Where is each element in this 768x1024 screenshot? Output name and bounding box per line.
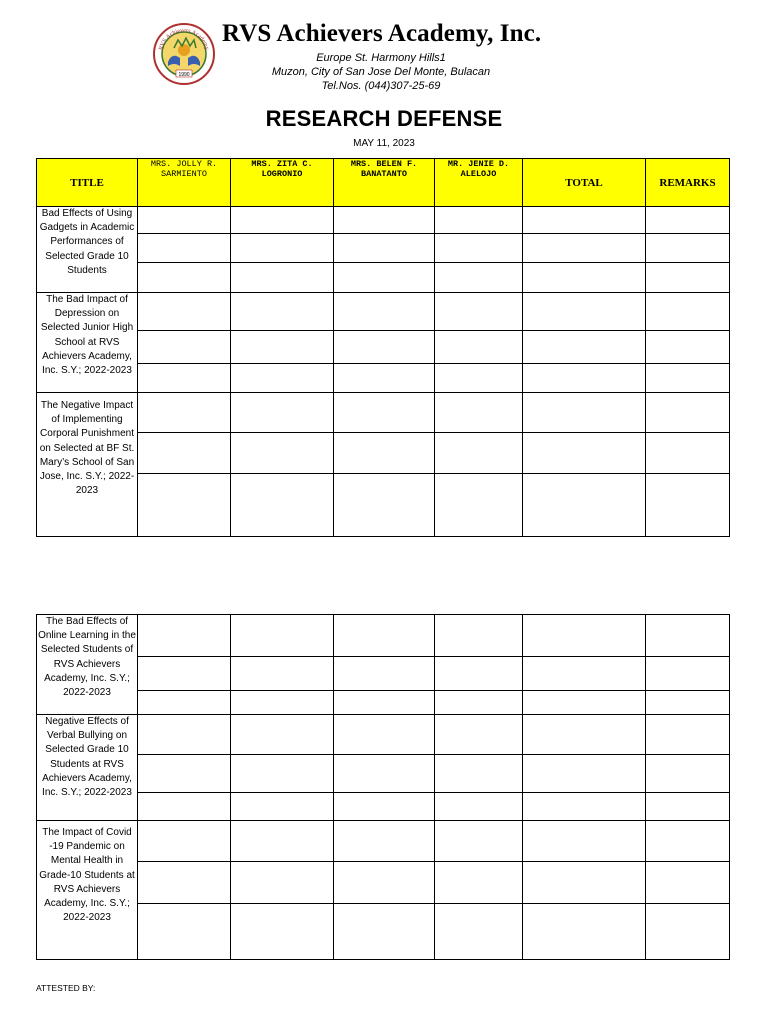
score-cell[interactable] xyxy=(138,821,231,862)
score-cell[interactable] xyxy=(231,364,334,393)
table-row xyxy=(37,331,730,364)
remarks-cell[interactable] xyxy=(646,393,730,433)
score-cell[interactable] xyxy=(435,904,523,960)
total-cell[interactable] xyxy=(523,393,646,433)
total-cell[interactable] xyxy=(523,293,646,331)
svg-text:1990: 1990 xyxy=(178,72,190,78)
total-cell[interactable] xyxy=(523,364,646,393)
remarks-cell[interactable] xyxy=(646,263,730,293)
document-date: MAY 11, 2023 xyxy=(353,138,415,149)
score-cell[interactable] xyxy=(435,793,523,821)
score-cell[interactable] xyxy=(138,474,231,537)
table-row xyxy=(37,821,730,862)
column-header-judge-1: MRS. JOLLY R. SARMIENTO xyxy=(138,159,231,207)
remarks-cell[interactable] xyxy=(646,615,730,657)
score-cell[interactable] xyxy=(334,755,435,793)
table-row xyxy=(37,263,730,293)
table-row xyxy=(37,293,730,331)
score-cell[interactable] xyxy=(138,433,231,474)
table-row xyxy=(37,207,730,234)
score-cell[interactable] xyxy=(138,234,231,263)
score-cell[interactable] xyxy=(138,793,231,821)
score-cell[interactable] xyxy=(231,821,334,862)
score-cell[interactable] xyxy=(435,207,523,234)
score-cell[interactable] xyxy=(231,474,334,537)
score-cell[interactable] xyxy=(435,821,523,862)
total-cell[interactable] xyxy=(523,331,646,364)
score-table-2 xyxy=(36,614,730,960)
remarks-cell[interactable] xyxy=(646,657,730,691)
score-cell[interactable] xyxy=(334,234,435,263)
column-header-judge-3: MRS. BELEN F. BANATANTO xyxy=(334,159,435,207)
score-cell[interactable] xyxy=(231,331,334,364)
score-cell[interactable] xyxy=(231,293,334,331)
score-cell[interactable] xyxy=(231,433,334,474)
column-header-judge-2: MRS. ZITA C. LOGRONIO xyxy=(231,159,334,207)
research-title-cell: The Impact of Covid -19 Pandemic on Mental Health in Grade-10 Students at RVS Achievers Academy, Inc. S.Y.; 2022-2023 xyxy=(37,821,138,960)
document-title: RESEARCH DEFENSE xyxy=(265,106,503,131)
address-line-1: Europe St. Harmony Hills1 xyxy=(316,52,446,64)
score-cell[interactable] xyxy=(334,657,435,691)
total-cell[interactable] xyxy=(523,793,646,821)
address-line-2: Muzon, City of San Jose Del Monte, Bulacan xyxy=(271,66,491,78)
score-cell[interactable] xyxy=(435,293,523,331)
score-cell[interactable] xyxy=(138,755,231,793)
remarks-cell[interactable] xyxy=(646,862,730,904)
score-cell[interactable] xyxy=(231,691,334,715)
attested-by-label: ATTESTED BY: xyxy=(36,983,96,993)
remarks-cell[interactable] xyxy=(646,293,730,331)
total-cell[interactable] xyxy=(523,657,646,691)
score-cell[interactable] xyxy=(435,331,523,364)
total-cell[interactable] xyxy=(523,263,646,293)
phone-number: Tel.Nos. (044)307-25-69 xyxy=(321,80,441,92)
score-cell[interactable] xyxy=(435,364,523,393)
score-cell[interactable] xyxy=(138,393,231,433)
remarks-cell[interactable] xyxy=(646,691,730,715)
score-cell[interactable] xyxy=(334,331,435,364)
total-cell[interactable] xyxy=(523,691,646,715)
score-cell[interactable] xyxy=(435,657,523,691)
score-cell[interactable] xyxy=(334,263,435,293)
column-header-remarks: REMARKS xyxy=(646,159,730,207)
research-title-cell: Bad Effects of Using Gadgets in Academic Performances of Selected Grade 10 Students xyxy=(37,207,138,293)
table-row xyxy=(37,715,730,755)
table-row xyxy=(37,904,730,960)
column-header-total: TOTAL xyxy=(523,159,646,207)
score-cell[interactable] xyxy=(231,615,334,657)
total-cell[interactable] xyxy=(523,904,646,960)
score-cell[interactable] xyxy=(138,862,231,904)
table-row xyxy=(37,474,730,537)
remarks-cell[interactable] xyxy=(646,715,730,755)
research-title-cell: The Bad Impact of Depression on Selected Junior High School at RVS Achievers Academy, Inc. S.Y.; 2022-2023 xyxy=(37,293,138,393)
score-cell[interactable] xyxy=(231,715,334,755)
score-cell[interactable] xyxy=(138,207,231,234)
svg-text:RVS Achievers Academy: RVS Achievers Academy xyxy=(158,27,210,51)
score-cell[interactable] xyxy=(138,331,231,364)
score-cell[interactable] xyxy=(334,293,435,331)
total-cell[interactable] xyxy=(523,207,646,234)
score-cell[interactable] xyxy=(435,263,523,293)
score-cell[interactable] xyxy=(231,793,334,821)
total-cell[interactable] xyxy=(523,615,646,657)
school-name: RVS Achievers Academy, Inc. xyxy=(222,20,542,47)
score-cell[interactable] xyxy=(231,263,334,293)
remarks-cell[interactable] xyxy=(646,821,730,862)
table-row xyxy=(37,657,730,691)
remarks-cell[interactable] xyxy=(646,364,730,393)
score-cell[interactable] xyxy=(334,715,435,755)
research-title-cell: Negative Effects of Verbal Bullying on Selected Grade 10 Students at RVS Achievers Academy, Inc. S.Y.; 2022-2023 xyxy=(37,715,138,821)
score-table-1 xyxy=(36,158,730,537)
table-row xyxy=(37,393,730,433)
score-cell[interactable] xyxy=(435,393,523,433)
score-cell[interactable] xyxy=(435,433,523,474)
remarks-cell[interactable] xyxy=(646,904,730,960)
remarks-cell[interactable] xyxy=(646,207,730,234)
score-cell[interactable] xyxy=(138,715,231,755)
score-cell[interactable] xyxy=(231,393,334,433)
score-cell[interactable] xyxy=(334,904,435,960)
score-cell[interactable] xyxy=(231,862,334,904)
table-row xyxy=(37,755,730,793)
table-row xyxy=(37,691,730,715)
score-cell[interactable] xyxy=(138,691,231,715)
score-cell[interactable] xyxy=(334,615,435,657)
table-row xyxy=(37,793,730,821)
score-cell[interactable] xyxy=(334,691,435,715)
remarks-cell[interactable] xyxy=(646,433,730,474)
remarks-cell[interactable] xyxy=(646,793,730,821)
column-header-judge-4: MR. JENIE D. ALELOJO xyxy=(435,159,523,207)
score-cell[interactable] xyxy=(435,234,523,263)
research-title-cell: The Negative Impact of Implementing Corporal Punishment on Selected at BF St. Mary’s School of San Jose, Inc. S.Y.; 2022-2023 xyxy=(37,393,138,537)
score-cell[interactable] xyxy=(334,862,435,904)
score-cell[interactable] xyxy=(435,615,523,657)
table-row xyxy=(37,234,730,263)
score-cell[interactable] xyxy=(334,393,435,433)
score-cell[interactable] xyxy=(334,433,435,474)
score-cell[interactable] xyxy=(435,755,523,793)
score-cell[interactable] xyxy=(138,657,231,691)
table-row xyxy=(37,364,730,393)
remarks-cell[interactable] xyxy=(646,474,730,537)
score-cell[interactable] xyxy=(231,755,334,793)
total-cell[interactable] xyxy=(523,474,646,537)
score-cell[interactable] xyxy=(231,207,334,234)
remarks-cell[interactable] xyxy=(646,755,730,793)
total-cell[interactable] xyxy=(523,234,646,263)
score-cell[interactable] xyxy=(231,904,334,960)
remarks-cell[interactable] xyxy=(646,234,730,263)
table-row xyxy=(37,615,730,657)
score-cell[interactable] xyxy=(435,691,523,715)
score-cell[interactable] xyxy=(435,715,523,755)
score-cell[interactable] xyxy=(334,207,435,234)
remarks-cell[interactable] xyxy=(646,331,730,364)
total-cell[interactable] xyxy=(523,821,646,862)
score-cell[interactable] xyxy=(138,364,231,393)
score-cell[interactable] xyxy=(435,474,523,537)
score-cell[interactable] xyxy=(435,862,523,904)
table-row xyxy=(37,862,730,904)
score-cell[interactable] xyxy=(138,293,231,331)
research-title-cell: The Bad Effects of Online Learning in the Selected Students of RVS Achievers Academy, Inc. S.Y.; 2022-2023 xyxy=(37,615,138,715)
total-cell[interactable] xyxy=(523,755,646,793)
score-cell[interactable] xyxy=(231,234,334,263)
school-seal-icon xyxy=(152,22,216,86)
total-cell[interactable] xyxy=(523,862,646,904)
score-cell[interactable] xyxy=(334,821,435,862)
score-cell[interactable] xyxy=(334,364,435,393)
score-cell[interactable] xyxy=(231,657,334,691)
score-cell[interactable] xyxy=(138,263,231,293)
table-header-row xyxy=(37,159,730,207)
score-cell[interactable] xyxy=(138,615,231,657)
total-cell[interactable] xyxy=(523,715,646,755)
table-row xyxy=(37,433,730,474)
score-cell[interactable] xyxy=(334,474,435,537)
score-cell[interactable] xyxy=(334,793,435,821)
total-cell[interactable] xyxy=(523,433,646,474)
column-header-title: TITLE xyxy=(37,159,138,207)
score-cell[interactable] xyxy=(138,904,231,960)
